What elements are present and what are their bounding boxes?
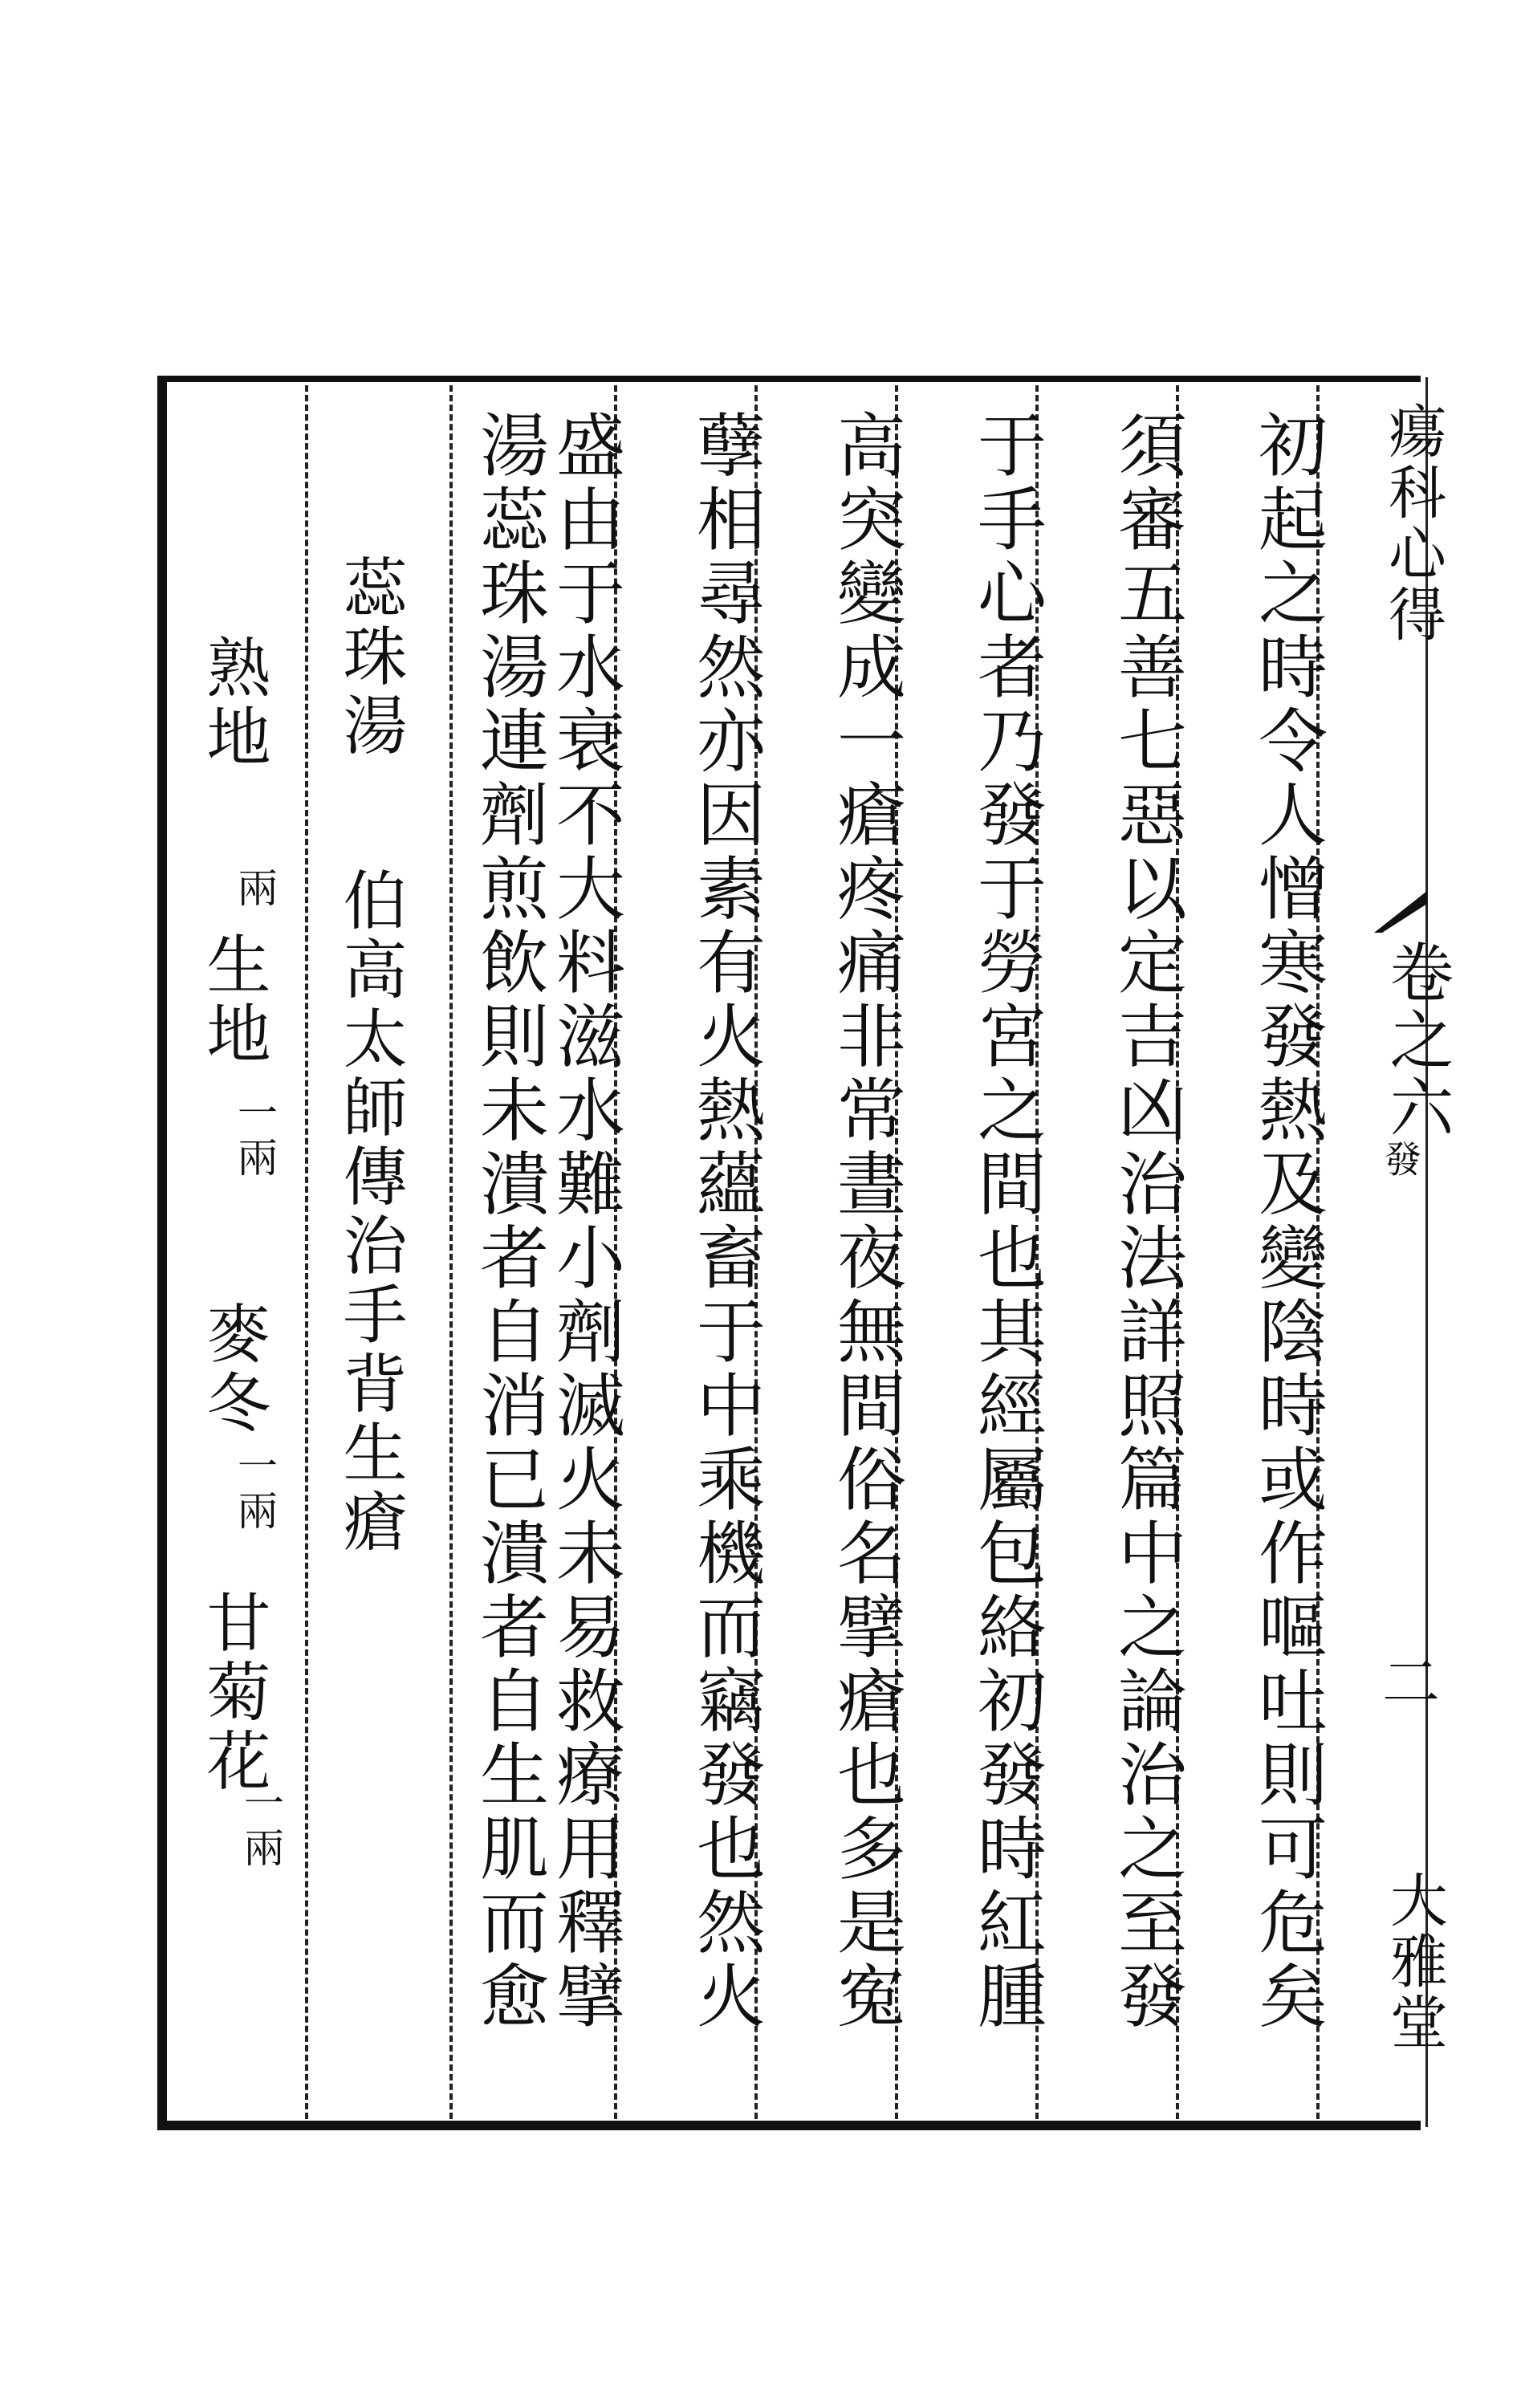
ingredient-dose: 兩 [231, 867, 278, 912]
text-column-3: 于手心者乃發于勞宮之間也其經屬包絡初發時紅腫 [966, 409, 1046, 2034]
press-name: 大雅堂 [1381, 1870, 1448, 2053]
formula-note: 伯高太師傳治手背生瘡 [332, 867, 407, 1557]
ingredient-dose: 一兩 [238, 1782, 284, 1872]
text-column-2: 須審五善七惡以定吉凶治法詳照篇中之論治之至發 [1106, 409, 1186, 2034]
ingredient-name: 甘菊花 [196, 1589, 270, 1796]
ingredient-dose: 一兩 [231, 1092, 278, 1182]
ingredient-name: 熟地 [196, 634, 270, 772]
column-rule [449, 385, 453, 2119]
text-column-5: 孽相尋然亦因素有火熱蘊畜于中乘機而竊發也然火 [685, 409, 765, 2034]
text-column-6: 盛由于水衰不大料滋水難小劑滅火未易救療用釋擘 [544, 409, 624, 2034]
text-column-4: 高突變成一瘡疼痛非常晝夜無間俗名擘瘡也多是寃 [825, 409, 905, 2034]
column-rule [305, 385, 308, 2119]
formula-name: 蕊珠湯 [332, 554, 407, 761]
fishtail-mark [1374, 891, 1427, 933]
ingredient-name: 生地 [196, 931, 270, 1069]
section-label: 發 [1379, 1140, 1422, 1180]
book-title: 瘍科心得 [1379, 401, 1446, 645]
text-column-1: 初起之時令人憎寒發熱及變陰時或作嘔吐則可危矣 [1246, 409, 1327, 2034]
text-column-7: 湯蕊珠湯連劑煎飲則未潰者自消已潰者自生肌而愈 [468, 409, 548, 2034]
ingredient-name: 麥冬 [196, 1300, 270, 1438]
volume-label: 卷之六 [1379, 939, 1454, 1141]
ingredient-dose: 一兩 [231, 1445, 278, 1535]
page-number: 二 [1382, 1649, 1441, 1716]
